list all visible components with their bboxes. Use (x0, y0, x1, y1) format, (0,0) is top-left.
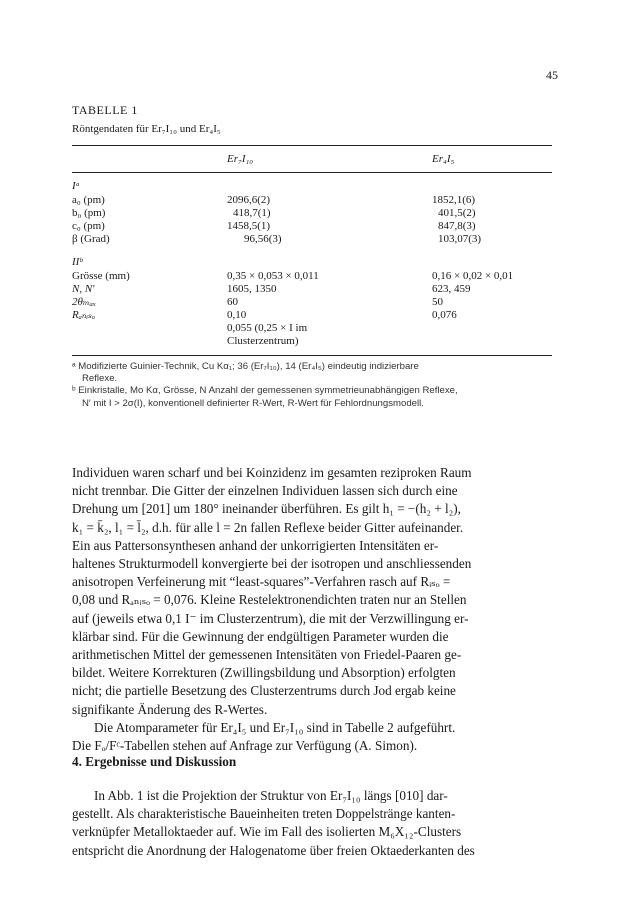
body-line: gestellt. Als charakteristische Baueinheiten treten Doppelstränge kanten- (72, 806, 456, 822)
row-label: c₀ (pm) (72, 220, 105, 232)
cell-value: 0,076 (432, 309, 457, 321)
body-line: Drehung um [201] um 180° ineinander überführen. Es gilt h₁ = −(h₂ + l₂), (72, 501, 461, 517)
cell-value: 1458,5(1) (227, 220, 271, 232)
body-line: bildet. Weitere Korrekturen (Zwillingsbildung und Absorption) erfolgten (72, 665, 456, 681)
footnote-a-cont: Reflexe. (82, 373, 118, 385)
table-subtitle: Röntgendaten für Er₇I₁₀ und Er₄I₅ (72, 123, 221, 135)
body-line: auf (jeweils etwa 0,1 I⁻ im Clusterzentrum), die mit der Verzwillingung er- (72, 610, 469, 626)
table-row (72, 207, 552, 220)
row-label: a₀ (pm) (72, 194, 105, 206)
row-label: b₀ (pm) (72, 207, 106, 219)
cell-value: 60 (227, 296, 238, 308)
cell-value: 623, 459 (432, 283, 471, 295)
body-line: anisotropen Verfeinerung mit “least-squares”-Verfahren rasch auf Rᵢₛₒ = (72, 574, 451, 590)
body-line: verknüpfer Metalloktaeder auf. Wie im Fall des isolierten M₆X₁₂-Clusters (72, 824, 462, 840)
cell-value: 1605, 1350 (227, 283, 277, 295)
section-heading: 4. Ergebnisse und Diskussion (72, 754, 237, 769)
table-row (72, 194, 552, 207)
table-heading: TABELLE 1 (72, 103, 138, 117)
cell-value: 50 (432, 296, 443, 308)
cell-value: 0,16 × 0,02 × 0,01 (432, 270, 514, 282)
cell-value: 847,8(3) (438, 220, 476, 232)
section-label-ii: IIᵇ (72, 256, 83, 268)
page-number: 45 (546, 68, 558, 82)
section-paragraph (72, 787, 562, 860)
body-paragraph (72, 464, 562, 755)
cell-value: 418,7(1) (233, 207, 271, 219)
body-line: haltenes Strukturmodell konvergierte bei der isotropen und anschliessenden (72, 556, 472, 572)
table-row (72, 309, 552, 322)
body-line: entspricht die Anordnung der Halogenatome über freien Oktaederkanten des (72, 842, 475, 858)
cell-value: 1852,1(6) (432, 194, 476, 206)
body-line: In Abb. 1 ist die Projektion der Struktur von Er₇I₁₀ längs [010] dar- (94, 788, 448, 803)
cell-value: Clusterzentrum) (227, 335, 299, 347)
cell-value: 103,07(3) (438, 233, 482, 245)
table-row (72, 233, 552, 246)
body-line: Individuen waren scharf und bei Koinzidenz im gesamten reziproken Raum (72, 465, 472, 480)
body-line: 0,08 und Rₐₙᵢₛₒ = 0,076. Kleine Restelektronendichten traten nur an Stellen (72, 592, 467, 608)
cell-value: 0,10 (227, 309, 247, 321)
table-top-rule (72, 145, 552, 146)
row-label: Grösse (mm) (72, 270, 130, 282)
body-line: nicht; die partielle Besetzung des Clusterzentrums durch Jod ergab keine (72, 683, 456, 699)
body-line: k₁ = k̄₂, l₁ = l̄₂, d.h. für alle l = 2n fallen Reflexe beider Gitter aufeinander. (72, 519, 464, 535)
body-line: Die Atomparameter für Er₄I₅ und Er₇I₁₀ sind in Tabelle 2 aufgeführt. (94, 719, 456, 735)
table-header-rule (72, 172, 552, 173)
table-row (72, 335, 552, 348)
table-row (72, 220, 552, 233)
table-row (72, 322, 552, 335)
footnote-a: ᵃ Modifizierte Guinier-Technik, Cu Kα₁; 36 (Er₇I₁₀), 14 (Er₄I₅) eindeutig indizierbare (72, 361, 419, 372)
footnote-b: ᵇ Einkristalle, Mo Kα, Grösse, N Anzahl der gemessenen symmetrieunabhängigen Reflexe, (72, 385, 458, 397)
cell-value: 401,5(2) (438, 207, 476, 219)
table-bottom-rule (72, 355, 552, 356)
cell-value: 0,055 (0,25 × I im (227, 322, 308, 334)
body-line: Ein aus Pattersonsynthesen anhand der unkorrigierten Intensitäten er- (72, 537, 439, 553)
row-label: 2θₘₐₓ (72, 296, 96, 308)
cell-value: 2096,6(2) (227, 194, 271, 206)
cell-value: 96,56(3) (244, 233, 282, 245)
row-label: Rₐₙᵢₛₒ (72, 309, 95, 321)
section-label-i: Iᵃ (72, 180, 81, 192)
row-label: β (Grad) (72, 233, 110, 245)
footnote-b-cont: N′ mit I > 2σ(I), konventionell definierter R-Wert, R-Wert für Fehlordnungsmodell. (82, 397, 424, 409)
cell-value: 0,35 × 0,053 × 0,011 (227, 270, 319, 282)
column-header-er4i5: Er₄I₅ (432, 153, 455, 165)
body-line: klärbar sind. Für die Gewinnung der endgültigen Parameter wurden die (72, 628, 449, 644)
body-line: Die Fₒ/Fᶜ-Tabellen stehen auf Anfrage zur Verfügung (A. Simon). (72, 738, 418, 754)
column-header-er7i10: Er₇I₁₀ (227, 153, 254, 165)
body-line: arithmetischen Mittel der gemessenen Intensitäten von Friedel-Paaren ge- (72, 647, 462, 663)
body-line: signifikante Änderung des R-Wertes. (72, 701, 268, 717)
table-row (72, 283, 552, 296)
table-footnotes (72, 361, 562, 410)
body-line: nicht trennbar. Die Gitter der einzelnen Individuen lassen sich durch eine (72, 483, 458, 499)
row-label: N, N′ (72, 283, 95, 295)
table-row (72, 270, 552, 283)
table-row (72, 296, 552, 309)
